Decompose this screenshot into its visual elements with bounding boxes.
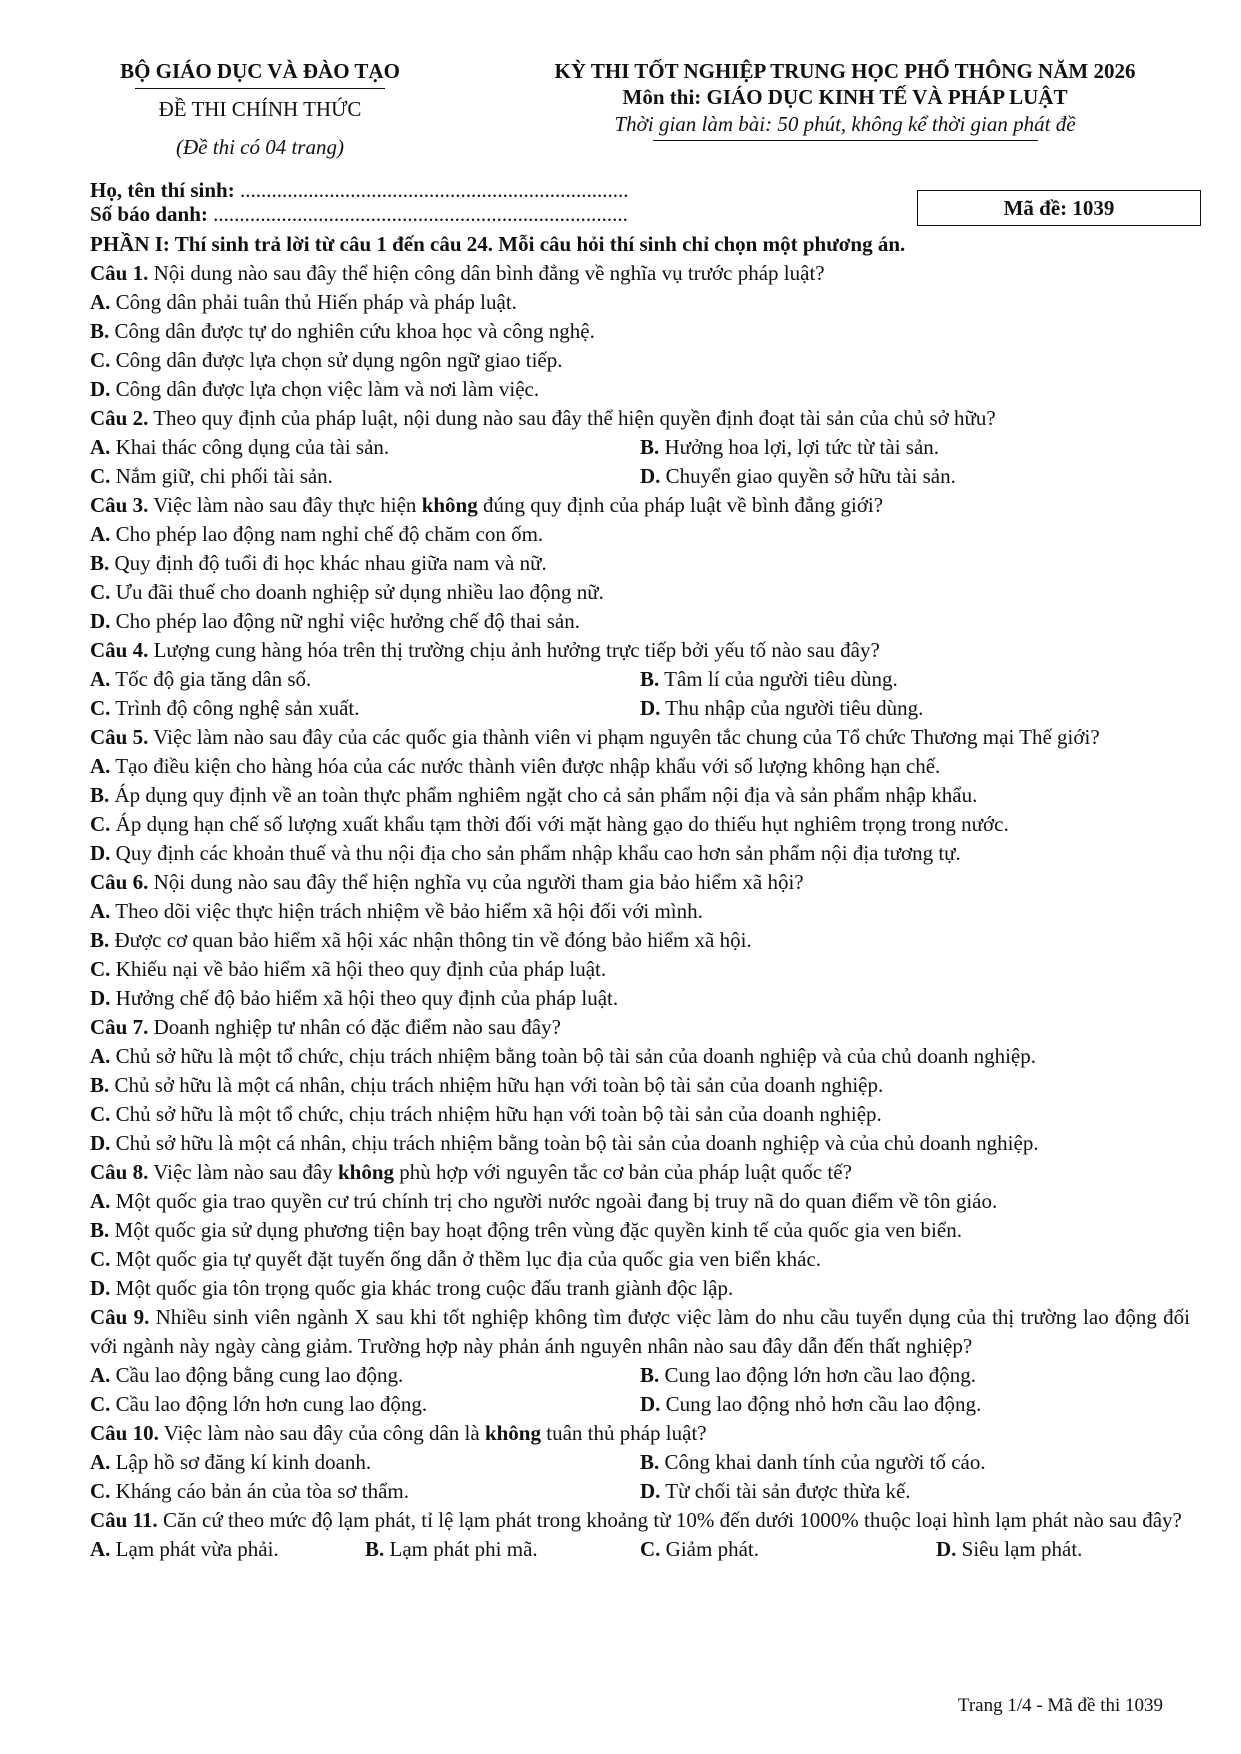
q6-option-d: D. Hưởng chế độ bảo hiểm xã hội theo quy định của pháp luật. [90,986,619,1010]
q2-options-row-2 [90,462,1190,491]
candidate-id-line [90,202,628,226]
question-9: Câu 9. Nhiều sinh viên ngành X sau khi tốt nghiệp không tìm được việc làm do nhu cầu tuyển dụng của thị trường lao động đối với ngành này ngày càng giảm. Trường hợp này phản ánh nguyên nhân nào sau đây dẫn đến thất nghiệp? [90,1305,1190,1358]
q10-options-row-1 [90,1448,1190,1477]
candidate-name-dots: .......................................................................... [239,178,629,202]
q2-option-b: B. Hưởng hoa lợi, lợi tức từ tài sản. [640,435,940,459]
q1-option-b: B. Công dân được tự do nghiên cứu khoa học và công nghệ. [90,319,595,343]
q9-option-b: B. Cung lao động lớn hơn cầu lao động. [640,1363,977,1387]
q5-option-d: D. Quy định các khoản thuế và thu nội địa cho sản phẩm nhập khẩu cao hơn sản phẩm nội địa tương tự. [90,841,961,865]
question-3: Câu 3. Việc làm nào sau đây thực hiện không đúng quy định của pháp luật về bình đẳng giới? [90,493,884,517]
header-left [90,58,430,161]
q2-option-c: C. Nắm giữ, chi phối tài sản. [90,464,333,488]
question-11: Câu 11. Căn cứ theo mức độ lạm phát, tỉ lệ lạm phát trong khoảng từ 10% đến dưới 1000% thuộc loại hình lạm phát nào sau đây? [90,1508,1182,1532]
page-footer: Trang 1/4 - Mã đề thi 1039 [957,1695,1163,1716]
question-8: Câu 8. Việc làm nào sau đây không phù hợp với nguyên tắc cơ bản của pháp luật quốc tế? [90,1160,852,1184]
q4-options-row-2 [90,694,1190,723]
q2-option-d: D. Chuyển giao quyền sở hữu tài sản. [640,464,956,488]
ministry-underline [135,88,385,89]
q3-option-c: C. Ưu đãi thuế cho doanh nghiệp sử dụng nhiều lao động nữ. [90,580,604,604]
q4-option-b: B. Tâm lí của người tiêu dùng. [640,667,898,691]
q10-option-d: D. Từ chối tài sản được thừa kế. [640,1479,911,1503]
question-4: Câu 4. Lượng cung hàng hóa trên thị trường chịu ảnh hưởng trực tiếp bởi yếu tố nào sau đây? [90,638,880,662]
question-2: Câu 2. Theo quy định của pháp luật, nội dung nào sau đây thể hiện quyền định đoạt tài sản của chủ sở hữu? [90,406,996,430]
exam-code-box: Mã đề: 1039 [917,190,1201,226]
q2-options-row-1 [90,433,1190,462]
q11-option-d: D. Siêu lạm phát. [936,1537,1083,1561]
q8-option-d: D. Một quốc gia tôn trọng quốc gia khác trong cuộc đấu tranh giành độc lập. [90,1276,734,1300]
q10-options-row-2 [90,1477,1190,1506]
q11-option-c: C. Giảm phát. [640,1537,759,1561]
q5-option-b: B. Áp dụng quy định về an toàn thực phẩm nghiêm ngặt cho cả sản phẩm nội địa và sản phẩm nhập khẩu. [90,783,978,807]
q9-option-c: C. Cầu lao động lớn hơn cung lao động. [90,1392,428,1416]
q6-option-c: C. Khiếu nại về bảo hiểm xã hội theo quy định của pháp luật. [90,957,607,981]
q6-option-a: A. Theo dõi việc thực hiện trách nhiệm về bảo hiểm xã hội đối với mình. [90,899,703,923]
q11-option-a: A. Lạm phát vừa phải. [90,1537,279,1561]
question-5: Câu 5. Việc làm nào sau đây của các quốc gia thành viên vi phạm nguyên tắc chung của Tổ chức Thương mại Thế giới? [90,725,1100,749]
page-count-note: (Đề thi có 04 trang) [176,135,344,159]
q7-option-b: B. Chủ sở hữu là một cá nhân, chịu trách nhiệm hữu hạn với toàn bộ tài sản của doanh nghiệp. [90,1073,884,1097]
question-6: Câu 6. Nội dung nào sau đây thể hiện nghĩa vụ của người tham gia bảo hiểm xã hội? [90,870,804,894]
candidate-name-line [90,178,628,202]
header-right [500,58,1190,141]
question-1: Câu 1. Nội dung nào sau đây thể hiện công dân bình đẳng về nghĩa vụ trước pháp luật? [90,261,825,285]
q3-option-a: A. Cho phép lao động nam nghỉ chế độ chăm con ốm. [90,522,544,546]
q5-option-c: C. Áp dụng hạn chế số lượng xuất khẩu tạm thời đối với mặt hàng gạo do thiếu hụt nghiêm trọng trong nước. [90,812,1009,836]
q7-option-d: D. Chủ sở hữu là một cá nhân, chịu trách nhiệm bằng toàn bộ tài sản của doanh nghiệp và của chủ doanh nghiệp. [90,1131,1039,1155]
time-underline [653,140,1038,141]
q8-option-c: C. Một quốc gia tự quyết đặt tuyến ống dẫn ở thềm lục địa của quốc gia ven biển khác. [90,1247,822,1271]
q3-option-d: D. Cho phép lao động nữ nghỉ việc hưởng chế độ thai sản. [90,609,580,633]
question-7: Câu 7. Doanh nghiệp tư nhân có đặc điểm nào sau đây? [90,1015,561,1039]
q10-option-c: C. Kháng cáo bản án của tòa sơ thẩm. [90,1479,410,1503]
q11-option-b: B. Lạm phát phi mã. [365,1537,538,1561]
q9-option-d: D. Cung lao động nhỏ hơn cầu lao động. [640,1392,982,1416]
q9-options-row-2 [90,1390,1190,1419]
part-1-instruction: PHẦN I: Thí sinh trả lời từ câu 1 đến câu 24. Mỗi câu hỏi thí sinh chỉ chọn một phương án. [90,232,906,256]
q3-option-b: B. Quy định độ tuổi đi học khác nhau giữa nam và nữ. [90,551,547,575]
q10-option-b: B. Công khai danh tính của người tố cáo. [640,1450,986,1474]
q7-option-c: C. Chủ sở hữu là một tổ chức, chịu trách nhiệm hữu hạn với toàn bộ tài sản của doanh nghiệp. [90,1102,882,1126]
q5-option-a: A. Tạo điều kiện cho hàng hóa của các nước thành viên được nhập khẩu với số lượng không hạn chế. [90,754,941,778]
question-10: Câu 10. Việc làm nào sau đây của công dân là không tuân thủ pháp luật? [90,1421,707,1445]
candidate-id-label: Số báo danh: [90,202,208,226]
q8-option-a: A. Một quốc gia trao quyền cư trú chính trị cho người nước ngoài đang bị truy nã do quan điểm về tôn giáo. [90,1189,998,1213]
q10-option-a: A. Lập hồ sơ đăng kí kinh doanh. [90,1450,372,1474]
exam-body [90,230,1190,1564]
q1-option-d: D. Công dân được lựa chọn việc làm và nơi làm việc. [90,377,540,401]
q1-option-c: C. Công dân được lựa chọn sử dụng ngôn ngữ giao tiếp. [90,348,563,372]
q9-option-a: A. Cầu lao động bằng cung lao động. [90,1363,404,1387]
q9-options-row-1 [90,1361,1190,1390]
q4-option-c: C. Trình độ công nghệ sản xuất. [90,696,360,720]
q8-option-b: B. Một quốc gia sử dụng phương tiện bay hoạt động trên vùng đặc quyền kinh tế của quốc gia ven biển. [90,1218,962,1242]
q11-options-row [90,1535,1190,1564]
exam-title: KỲ THI TỐT NGHIỆP TRUNG HỌC PHỔ THÔNG NĂM 2026 [554,59,1136,83]
q4-options-row-1 [90,665,1190,694]
q2-option-a: A. Khai thác công dụng của tài sản. [90,435,390,459]
ministry-name: BỘ GIÁO DỤC VÀ ĐÀO TẠO [120,59,400,83]
q6-option-b: B. Được cơ quan bảo hiểm xã hội xác nhận thông tin về đóng bảo hiểm xã hội. [90,928,752,952]
q1-option-a: A. Công dân phải tuân thủ Hiến pháp và pháp luật. [90,290,517,314]
candidate-name-label: Họ, tên thí sinh: [90,178,235,202]
exam-kind: ĐỀ THI CHÍNH THỨC [158,97,362,121]
exam-subject: Môn thi: GIÁO DỤC KINH TẾ VÀ PHÁP LUẬT [622,85,1068,109]
q7-option-a: A. Chủ sở hữu là một tổ chức, chịu trách nhiệm bằng toàn bộ tài sản của doanh nghiệp và của chủ doanh nghiệp. [90,1044,1036,1068]
candidate-id-dots: ............................................................................... [213,202,628,226]
q4-option-a: A. Tốc độ gia tăng dân số. [90,667,312,691]
q4-option-d: D. Thu nhập của người tiêu dùng. [640,696,924,720]
exam-time: Thời gian làm bài: 50 phút, không kể thời gian phát đề [614,112,1076,136]
